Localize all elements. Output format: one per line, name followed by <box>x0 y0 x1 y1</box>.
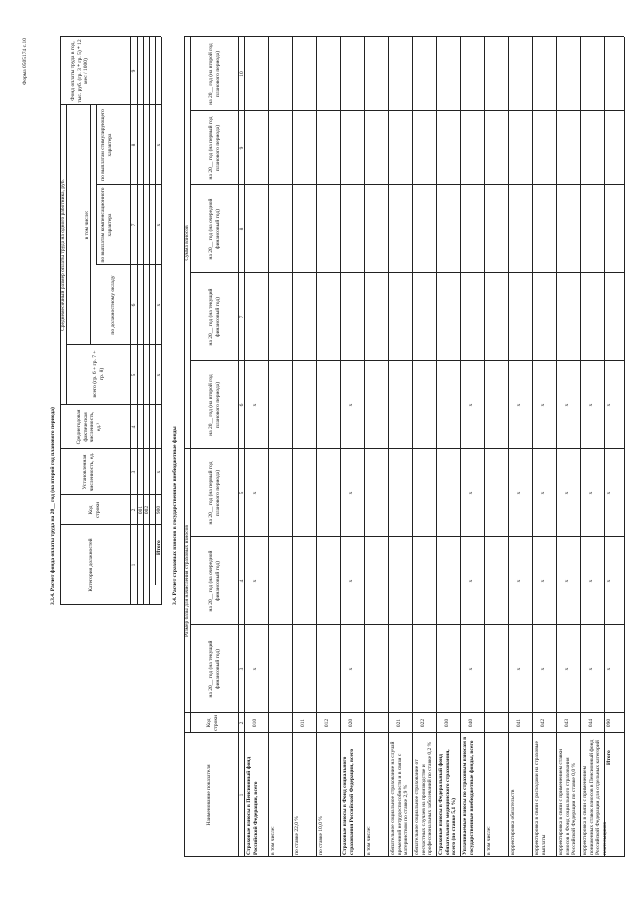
header-official: по должностному окладу <box>110 275 116 335</box>
colnum: 10 <box>239 71 245 77</box>
row-code: 042 <box>540 718 546 728</box>
colnum: 8 <box>131 143 137 147</box>
header-fund: Фонд оплаты труда в год, тыс. руб. (гр. 3 * гр. 5) * 12 мес / 1000) <box>70 39 89 103</box>
x-mark: x <box>468 579 474 583</box>
header-code: Код строки <box>206 714 219 732</box>
x-mark: x <box>468 403 474 407</box>
x-mark: x <box>516 491 522 495</box>
itogo-label: Итого <box>156 540 162 555</box>
header-year: на 20__ год (на второй год планового периода) <box>208 43 221 105</box>
header-stim: по выплатам стимулирующего характера <box>100 109 113 181</box>
colnum: 6 <box>131 303 137 307</box>
x-mark: x <box>156 373 162 377</box>
colnum: 4 <box>131 425 137 429</box>
colnum: 1 <box>131 563 137 567</box>
row-name: в том числе: <box>486 826 492 855</box>
x-mark: x <box>252 579 258 583</box>
row-code: 030 <box>444 718 450 728</box>
x-mark: x <box>606 667 612 671</box>
x-mark: x <box>588 491 594 495</box>
row-name: корректировка в связи с применением пониженных ставок взносов в Пенсионный фонд Российской Федерации для отдельных категорий плательщиков <box>582 739 608 855</box>
x-mark: x <box>588 579 594 583</box>
row-code: 022 <box>420 718 426 728</box>
row-code: 011 <box>300 718 306 728</box>
x-mark: x <box>468 667 474 671</box>
row-name: Уплачиваемые взносы по страховым взносам в государственные внебюджетные фонды, всего <box>462 736 475 855</box>
row-name: по ставке 10,0 % <box>318 816 324 855</box>
colnum: 3 <box>131 470 137 474</box>
x-mark: x <box>348 667 354 671</box>
x-mark: x <box>348 403 354 407</box>
colnum: 7 <box>239 315 245 319</box>
x-mark: x <box>540 579 546 583</box>
header-comp: по выплатам компенсационного характера <box>100 187 113 263</box>
itogo-code: 090 <box>606 718 612 728</box>
row-code: 043 <box>564 718 570 728</box>
colnum: 9 <box>239 146 245 150</box>
row-name: Страховые взносы в Фонд социального страхования Российской Федерации, всего <box>342 748 355 855</box>
row-name: корректировка обязательств <box>510 789 516 855</box>
x-mark: x <box>156 303 162 307</box>
row-code: 001 <box>138 505 144 515</box>
itogo-code: 900 <box>156 505 162 515</box>
form-label: Форма 0505174 с.10 <box>22 38 28 85</box>
row-code: 010 <box>252 718 258 728</box>
header-year: на 20__ год (на первый год планового периода) <box>208 116 221 180</box>
header-avg-group: Среднемесячный размер оплаты труда на одного работника, руб. <box>60 179 66 331</box>
header-year: на 20__ год (на очередной финансовый год) <box>208 198 221 260</box>
x-mark: x <box>516 579 522 583</box>
row-name: корректировка в связи с применением ставки взносов в Фонд социального страхования Российской Федерации по ставке 0,0 % <box>558 749 577 855</box>
x-mark: x <box>468 491 474 495</box>
x-mark: x <box>564 491 570 495</box>
x-mark: x <box>540 491 546 495</box>
section-33-title: 3.3.4. Расчет фонда оплаты труда на 20__ год (на второй год планового периода) <box>50 407 56 605</box>
row-name: обязательное социальное страхование от несчастных случаев на производстве и профессиональных заболеваний по ставке 0,2 % <box>414 741 433 855</box>
colnum: 1 <box>239 793 245 797</box>
x-mark: x <box>348 491 354 495</box>
x-mark: x <box>564 667 570 671</box>
row-code: 040 <box>468 718 474 728</box>
x-mark: x <box>156 143 162 147</box>
row-code: 002 <box>144 505 150 515</box>
colnum: 4 <box>239 579 245 583</box>
header-established: Установленная численность, ед. <box>82 452 95 492</box>
x-mark: x <box>588 667 594 671</box>
row-code: 020 <box>348 718 354 728</box>
header-year: на 20__ год (на текущий финансовый год) <box>208 288 221 346</box>
header-total: всего (гр. 6 + гр. 7 + гр. 8) <box>92 350 105 398</box>
x-mark: x <box>252 667 258 671</box>
section-34-title: 3.4. Расчет страховых взносов в государственные внебюджетные фонды <box>172 426 178 605</box>
colnum: 6 <box>239 403 245 407</box>
row-code: 044 <box>588 718 594 728</box>
x-mark: x <box>156 223 162 227</box>
x-mark: x <box>252 403 258 407</box>
header-year: на 20__ год (на первый год планового периода) <box>208 461 221 525</box>
header-code: Код строки <box>88 501 101 519</box>
x-mark: x <box>540 667 546 671</box>
header-base-group: Размер базы для начисления страховых взносов <box>184 524 190 638</box>
x-mark: x <box>606 579 612 583</box>
row-name: корректировка в связи с расходами на страховые выплаты <box>534 741 547 855</box>
header-year: на 20__ год (на второй год планового периода) <box>208 374 221 436</box>
x-mark: x <box>588 403 594 407</box>
x-mark: x <box>606 491 612 495</box>
x-mark: x <box>516 403 522 407</box>
x-mark: x <box>252 491 258 495</box>
x-mark: x <box>540 403 546 407</box>
header-year: на 20__ год (на очередной финансовый год) <box>208 550 221 612</box>
colnum: 5 <box>239 491 245 495</box>
row-name: в том числе: <box>366 826 372 855</box>
row-name: обязательное социальное страхование на случай временной нетрудоспособности и в связи с материнством по ставке 2,9 % <box>390 741 409 855</box>
x-mark: x <box>606 403 612 407</box>
row-code: 041 <box>516 718 522 728</box>
row-name: в том числе: <box>270 826 276 855</box>
row-name: Страховые взносы в Федеральный фонд обязательного медицинского страхования, всего (по ставке 5,1 %) <box>438 749 457 855</box>
colnum: 3 <box>239 667 245 671</box>
header-sum-group: Сумма взносов <box>184 225 190 261</box>
x-mark: x <box>348 579 354 583</box>
x-mark: x <box>564 579 570 583</box>
row-code: 012 <box>324 718 330 728</box>
header-incl: в том числе: <box>84 210 90 240</box>
x-mark: x <box>516 667 522 671</box>
colnum: 9 <box>131 69 137 73</box>
row-name: Страховые взносы в Пенсионный фонд Российской Федерации, всего <box>246 756 259 855</box>
header-category: Категория должностей <box>88 538 94 592</box>
colnum: 2 <box>239 721 245 725</box>
colnum: 2 <box>131 508 137 512</box>
colnum: 7 <box>131 223 137 227</box>
header-actual: Среднегодовая фактическая численность, ед.¹ <box>76 409 102 445</box>
colnum: 5 <box>131 373 137 377</box>
colnum: 8 <box>239 227 245 231</box>
x-mark: x <box>156 470 162 474</box>
header-year: на 20__ год (на текущий финансовый год) <box>208 640 221 698</box>
itogo-label: Итого <box>606 750 612 765</box>
x-mark: x <box>564 403 570 407</box>
row-name: по ставке 22,0 % <box>294 816 300 855</box>
row-code: 021 <box>396 718 402 728</box>
header-name: Наименование показателя <box>206 764 212 826</box>
